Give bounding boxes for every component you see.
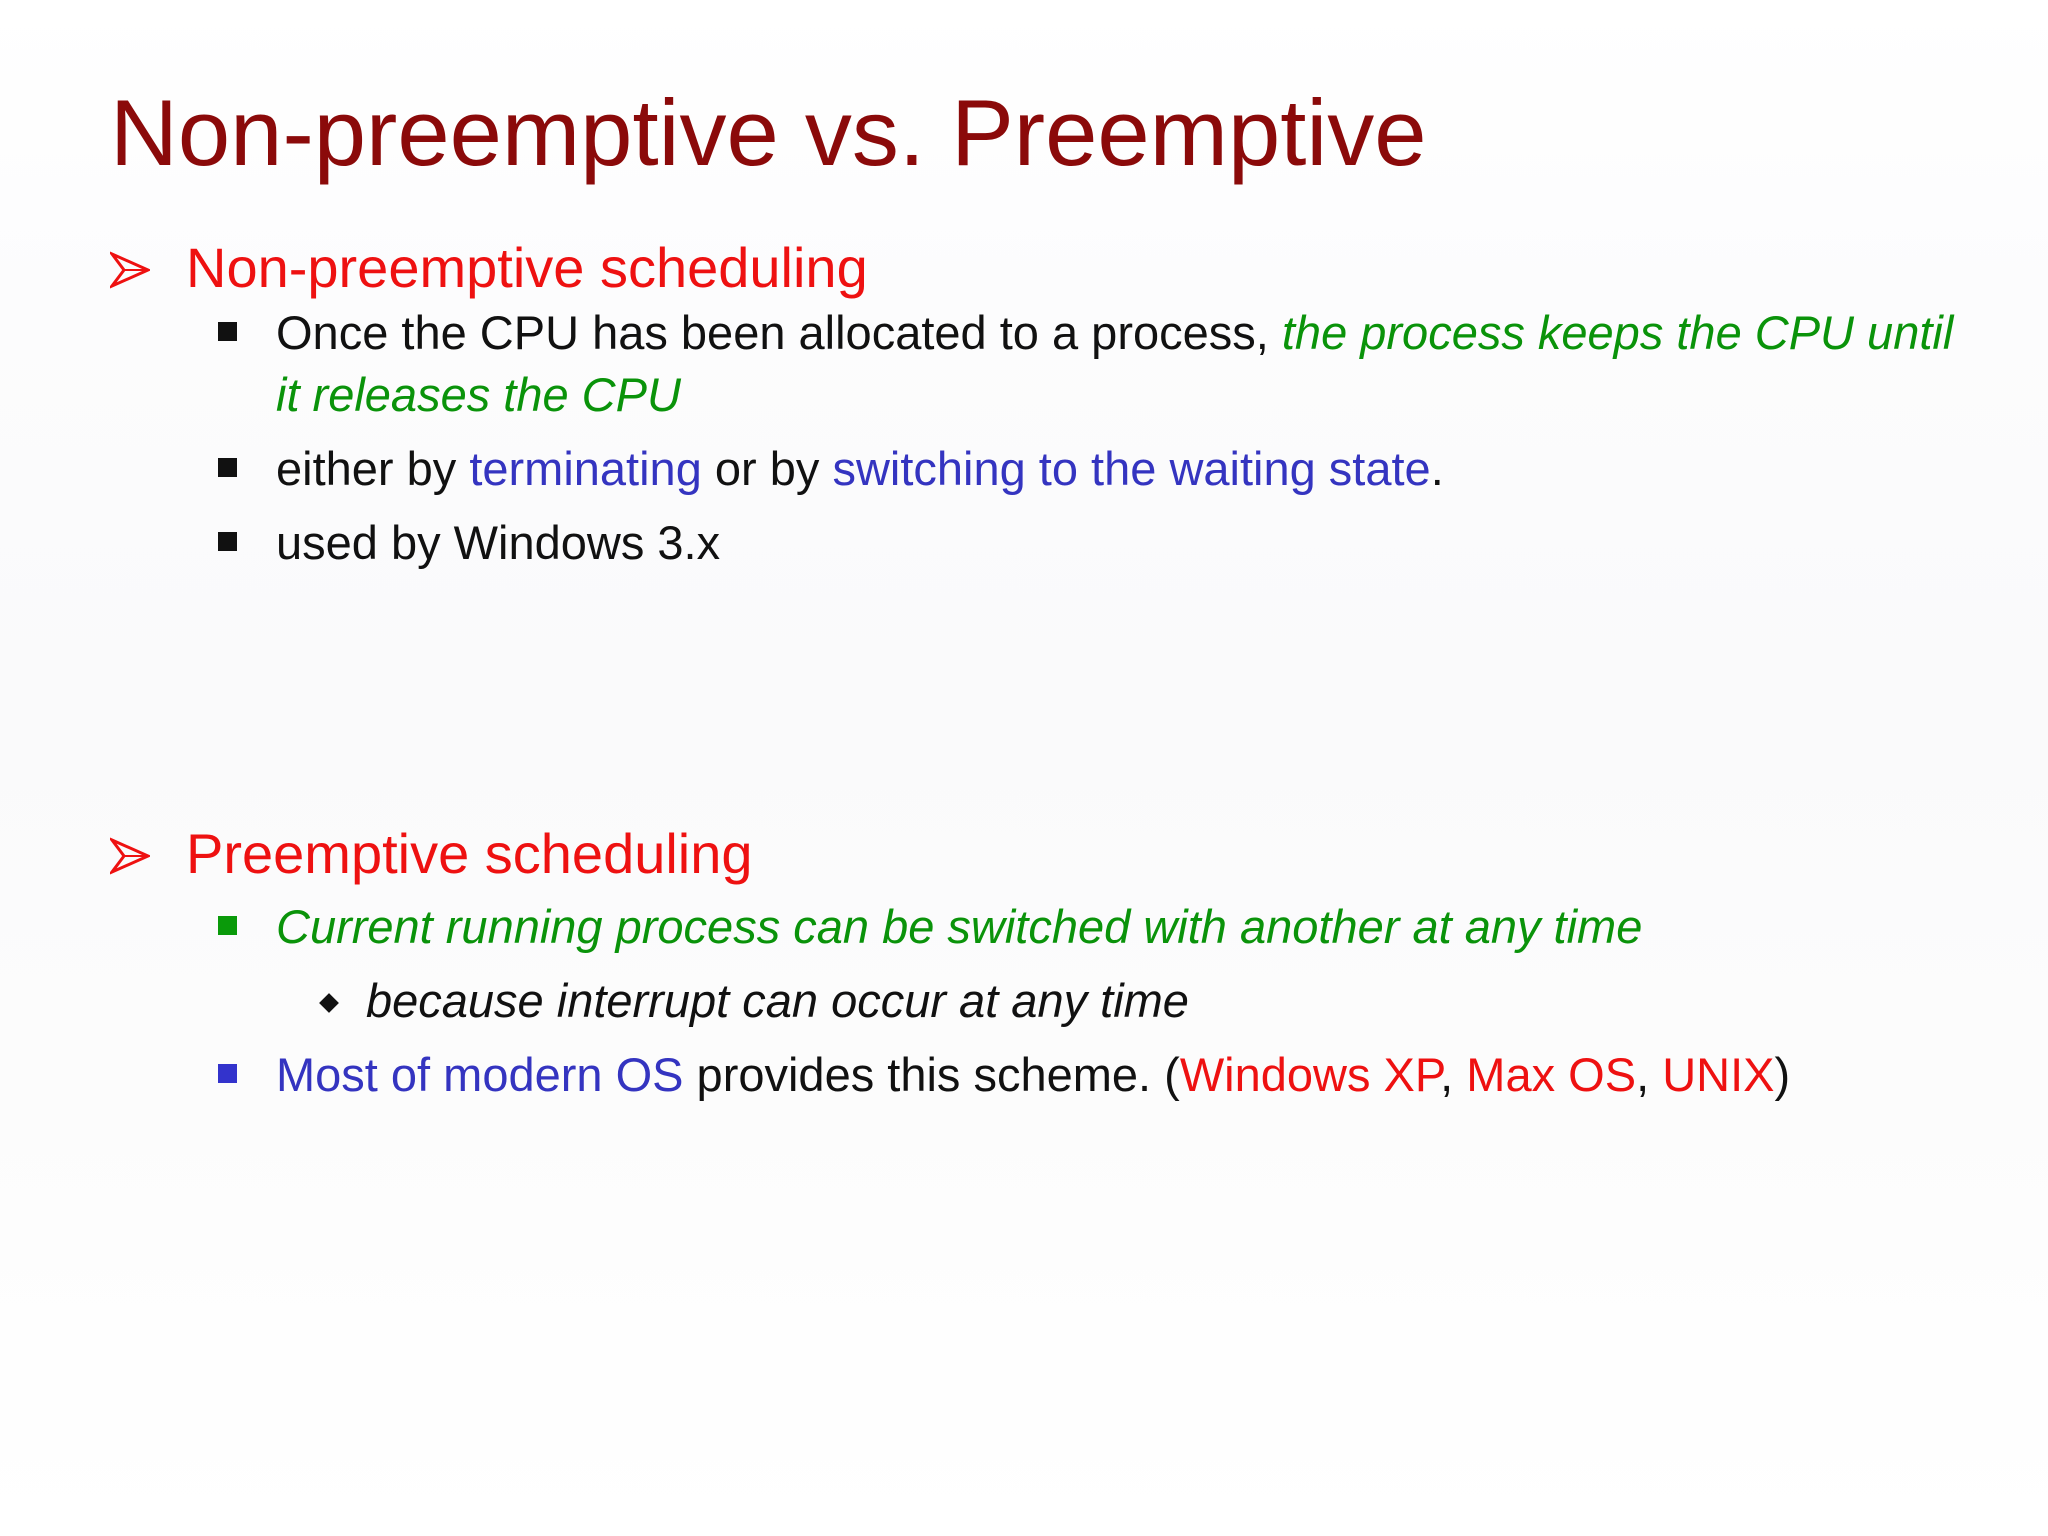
square-bullet-icon bbox=[218, 1064, 237, 1083]
os-windows-xp: Windows XP bbox=[1179, 1048, 1441, 1101]
non-preemptive-heading bbox=[110, 234, 2010, 302]
os-max-os: Max OS bbox=[1466, 1048, 1637, 1101]
arrow-bullet-icon bbox=[110, 250, 150, 290]
non-preemptive-heading-text: Non-preemptive scheduling bbox=[186, 236, 868, 299]
highlight-terminating: terminating bbox=[469, 442, 702, 495]
highlight-modern-os: Most of modern OS bbox=[276, 1048, 684, 1101]
arrow-bullet-icon bbox=[110, 836, 150, 876]
preemptive-heading bbox=[110, 820, 2010, 888]
list-item bbox=[276, 1044, 1986, 1106]
item-prefix: either by bbox=[276, 442, 470, 495]
list-item bbox=[276, 512, 1986, 574]
non-preemptive-section bbox=[110, 234, 2010, 574]
item-text: used by Windows 3.x bbox=[276, 516, 721, 569]
separator: , bbox=[1636, 1048, 1663, 1101]
item-text: Current running process can be switched with another at any time bbox=[276, 900, 1643, 953]
preemptive-section bbox=[110, 820, 2010, 1106]
list-item bbox=[276, 302, 1986, 426]
item-middle: provides this scheme. ( bbox=[683, 1048, 1180, 1101]
highlight-switching: switching to the waiting state bbox=[832, 442, 1431, 495]
diamond-bullet-icon bbox=[319, 993, 339, 1013]
list-item bbox=[276, 438, 1986, 500]
square-bullet-icon bbox=[218, 458, 237, 477]
separator: , bbox=[1440, 1048, 1467, 1101]
square-bullet-icon bbox=[218, 916, 237, 935]
item-emphasis-text: the process keeps the CPU until it releases the CPU bbox=[276, 306, 1954, 421]
slide-title: Non-preemptive vs. Preemptive bbox=[110, 80, 1427, 185]
preemptive-heading-text: Preemptive scheduling bbox=[186, 822, 753, 885]
closing-paren: ) bbox=[1774, 1048, 1791, 1101]
square-bullet-icon bbox=[218, 322, 237, 341]
list-item bbox=[276, 896, 1986, 958]
item-middle: or by bbox=[701, 442, 833, 495]
item-suffix: . bbox=[1430, 442, 1444, 495]
item-plain-text: Once the CPU has been allocated to a process, bbox=[276, 306, 1282, 359]
sub-list-item bbox=[366, 970, 2010, 1032]
sub-item-text: because interrupt can occur at any time bbox=[366, 974, 1189, 1027]
square-bullet-icon bbox=[218, 532, 237, 551]
os-unix: UNIX bbox=[1662, 1048, 1775, 1101]
